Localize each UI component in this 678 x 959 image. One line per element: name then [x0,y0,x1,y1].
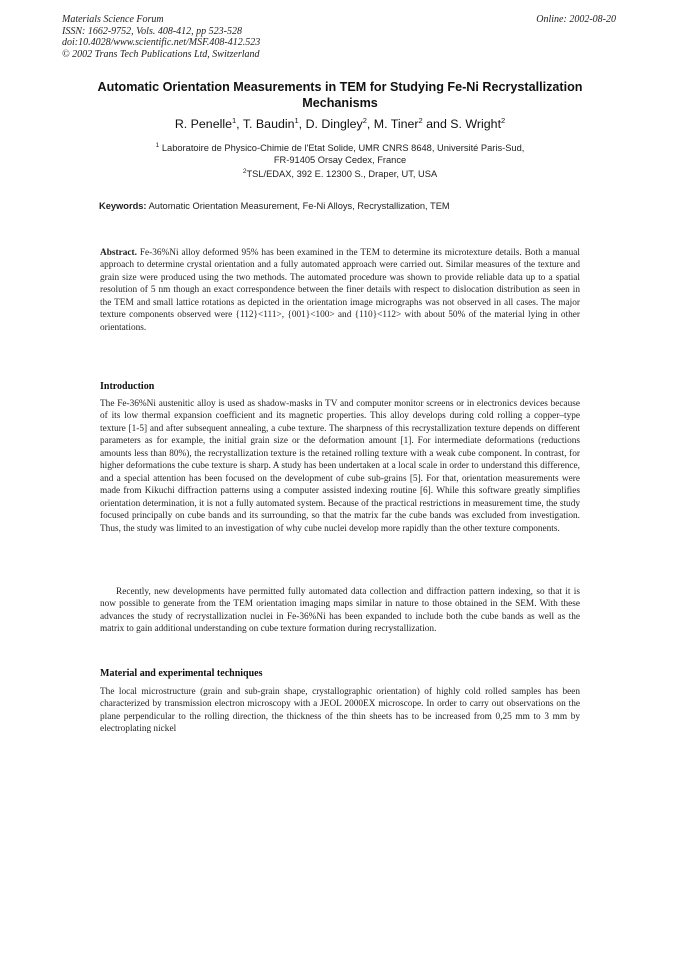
journal-header [62,14,260,60]
author-separator: and [422,117,451,132]
keywords-label: Keywords: [99,201,147,211]
keywords [99,201,599,211]
issn-line: ISSN: 1662-9752, Vols. 408-412, pp 523-528 [62,25,242,37]
author-name: S. Wright [450,117,502,132]
author-separator: , [236,117,243,132]
author-name: M. Tiner [373,117,419,132]
abstract-label: Abstract. [100,248,137,258]
author-affiliation-mark: 2 [362,116,367,125]
affiliation-line: TSL/EDAX, 392 E. 12300 S., Draper, UT, USA [246,169,438,180]
doi-line: doi:10.4028/www.scientific.net/MSF.408-412.523 [62,37,261,48]
section-heading-introduction: Introduction [100,381,155,392]
affiliation-2 [80,166,600,180]
online-date: Online: 2002-08-20 [536,14,616,25]
affiliation-mark: 2 [242,168,247,175]
copyright-line: © 2002 Trans Tech Publications Ltd, Switzerland [62,48,260,60]
author-name: T. Baudin [242,117,295,132]
author-separator: , [298,117,306,132]
author-list [80,116,600,131]
affiliation-1 [80,140,600,166]
affiliation-line: FR-91405 Orsay Cedex, France [273,155,407,166]
affiliation-mark: 1 [155,142,160,149]
keywords-text: Automatic Orientation Measurement, Fe-Ni Alloys, Recrystallization, TEM [146,201,450,211]
author-affiliation-mark: 2 [418,116,423,125]
section-heading-materials: Material and experimental techniques [100,668,263,679]
journal-name: Materials Science Forum [62,14,164,25]
author-name: R. Penelle [174,117,232,132]
materials-paragraph-1: The local microstructure (grain and sub-grain shape, crystallographic orientation) of highly cold rolled samples has been characterized by transmission electron microscopy with a JEOL 2000EX microscope. In order to carry out observations on the plane perpendicular to the rolling direction, the thickness of the thin sheets has to be increased from 0,25 mm to 3 mm by electroplating nickel [100,687,580,735]
paper-title: Automatic Orientation Measurements in TEM for Studying Fe-Ni Recrystallization Mechanisms [97,80,583,110]
abstract-paragraph [100,247,580,334]
abstract-text: Fe-36%Ni alloy deformed 95% has been examined in the TEM to determine its microtexture details. Both a manual approach to determine crystal orientation and a fully automated approach were carried out. Similar measures of the texture and grain size were produced using the two methods. The automated procedure was shown to provide reliable data up to a spatial resolution of 5 nm though an exact correspondence between the finer details with respect to dislocation distribution as seen in the TEM and small lattice rotations as depicted in the orientation image micrographs was not observed in all cases. The major texture components observed were {112}<111>, {001}<100> and {110}<112> with about 50% of the material lying in other orientations. [100,248,580,333]
author-separator: , [366,117,374,132]
introduction-paragraph-2: Recently, new developments have permitted fully automated data collection and diffraction pattern indexing, so that it is now possible to generate from the TEM orientation imaging maps similar in nature to those obtained in the SEM. With these advances the study of recrystallization nuclei in Fe-36%Ni has been expanded to include both the cube bands as well as the matrix to gain additional understanding on cube texture formation during recrystallization. [100,587,580,635]
introduction-paragraph-1: The Fe-36%Ni austenitic alloy is used as shadow-masks in TV and computer monitor screens or in electronics devices because of its low thermal expansion coefficient and its magnetic properties. This alloy develops during cold rolling a copper–type texture [1-5] and after subsequent annealing, a cube texture. The sharpness of this recrystallization texture depends on different parameters as for example, the initial grain size or the deformation amount [1]. For intermediate deformations (reductions amounts less than 80%), the recrystallization texture is the retained rolling texture with a weak cube component. In contrast, for higher deformations the cube texture is sharp. A study has been undertaken at a local scale in order to understand this difference, and a special attention has been focused on the development of cube sub-grains [5]. For that, orientation measurements were made from Kikuchi diffraction patterns using a computer assisted indexing routine [6]. While this software greatly simplifies orientation determination, it is not a fully automated system. Because of the practical restrictions in measurement time, the study focused principally on cube bands and its surrounding, so that the matrix far the cube bands was excluded from investigation. Thus, the study was limited to an investigation of why cube nuclei develop more rapidly than the other texture components. [100,399,580,534]
author-affiliation-mark: 1 [294,116,299,125]
author-affiliation-mark: 2 [501,116,506,125]
affiliation-line: Laboratoire de Physico-Chimie de l'Etat Solide, UMR CNRS 8648, Université Paris-Sud, [161,143,525,154]
author-affiliation-mark: 1 [231,116,237,125]
author-name: D. Dingley [305,117,363,132]
